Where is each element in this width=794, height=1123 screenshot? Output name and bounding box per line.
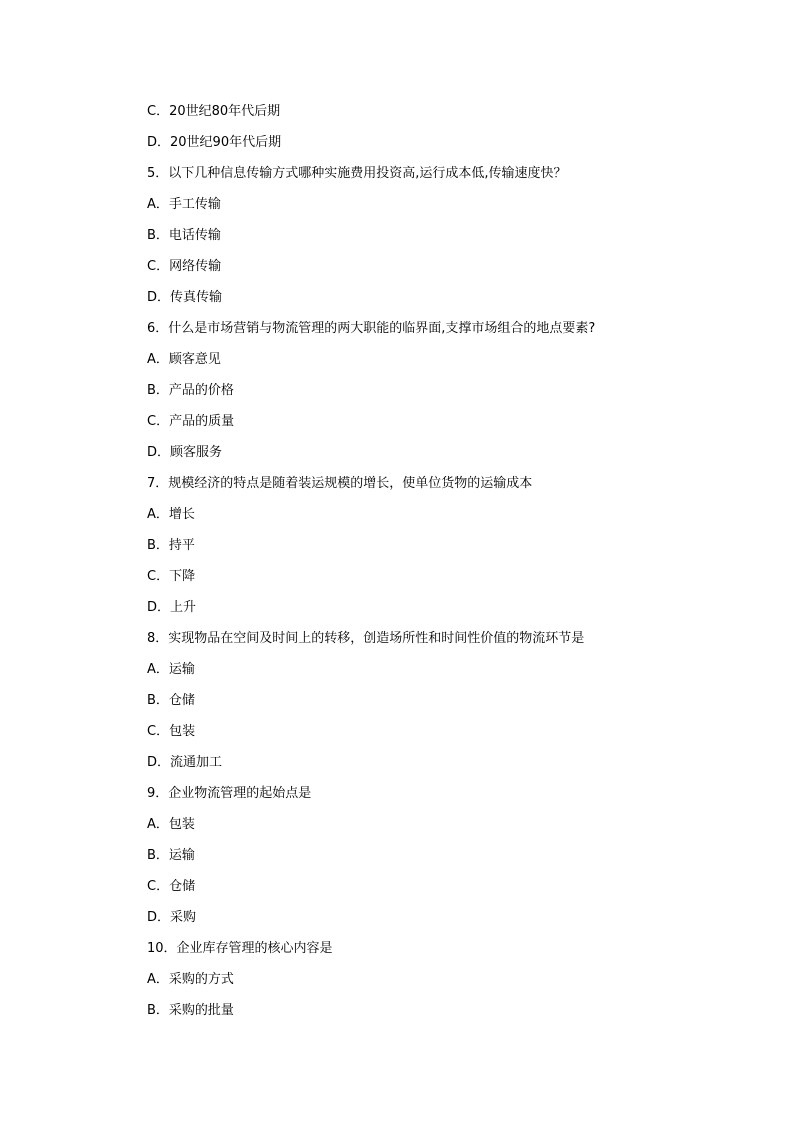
- option-line: C．下降: [147, 569, 196, 584]
- option-line: B．采购的批量: [147, 1003, 234, 1018]
- option-line: A．增长: [147, 507, 195, 522]
- option-line: B．产品的价格: [147, 383, 234, 398]
- question-line: 9．企业物流管理的起始点是: [147, 786, 312, 801]
- option-line: C．产品的质量: [147, 414, 235, 429]
- question-line: 10．企业库存管理的核心内容是: [147, 941, 333, 956]
- option-line: B．运输: [147, 848, 195, 863]
- option-line: B．仓储: [147, 693, 195, 708]
- question-line: 6．什么是市场营销与物流管理的两大职能的临界面,支撑市场组合的地点要素?: [147, 321, 596, 336]
- question-line: 5．以下几种信息传输方式哪种实施费用投资高,运行成本低,传输速度快？: [147, 166, 567, 181]
- option-line: B．电话传输: [147, 228, 221, 243]
- option-line: A．运输: [147, 662, 195, 677]
- option-line: D．流通加工: [147, 755, 223, 770]
- option-line: A．手工传输: [147, 197, 221, 212]
- option-line: B．持平: [147, 538, 195, 553]
- option-line: C．包装: [147, 724, 196, 739]
- option-line: C．网络传输: [147, 259, 222, 274]
- option-line: D．上升: [147, 600, 197, 615]
- option-line: A．采购的方式: [147, 972, 234, 987]
- option-line: D．20世纪90年代后期: [147, 135, 282, 150]
- option-line: D．采购: [147, 910, 197, 925]
- question-line: 8．实现物品在空间及时间上的转移，创造场所性和时间性价值的物流环节是: [147, 631, 585, 646]
- option-line: A．顾客意见: [147, 352, 221, 367]
- option-line: A．包装: [147, 817, 195, 832]
- question-line: 7．规模经济的特点是随着装运规模的增长，使单位货物的运输成本: [147, 476, 533, 491]
- option-line: C．20世纪80年代后期: [147, 104, 281, 119]
- option-line: D．传真传输: [147, 290, 223, 305]
- option-line: C．仓储: [147, 879, 196, 894]
- question-list: [147, 100, 707, 1030]
- option-line: D．顾客服务: [147, 445, 223, 460]
